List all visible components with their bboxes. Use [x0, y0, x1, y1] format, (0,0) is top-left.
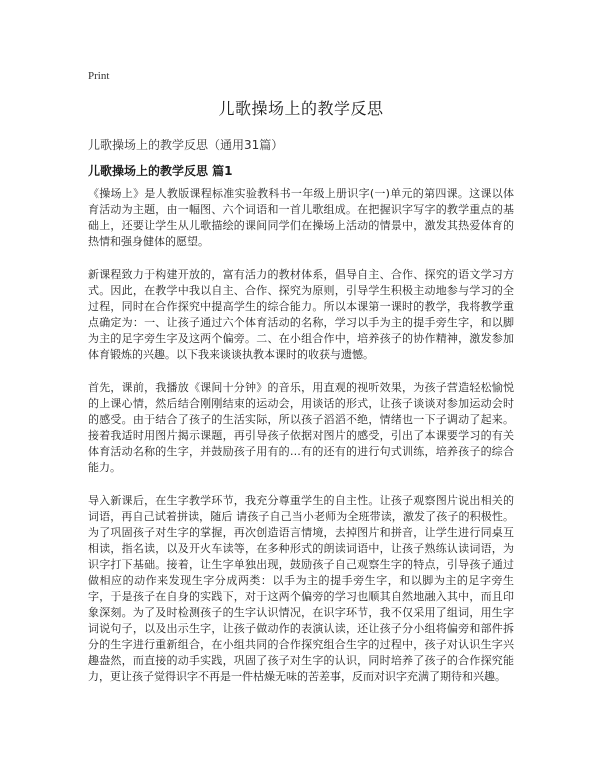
page-title: 儿歌操场上的教学反思	[218, 99, 384, 118]
section-heading: 儿歌操场上的教学反思 篇1	[88, 164, 233, 178]
paragraph-2: 新课程致力于构建开放的，富有活力的教材体系，倡导自主、合作、探究的语文学习方式。因此，在教学中我以自主、合作、探究为原则，引导学生积极主动地参与学习的全过程，同时在合作探究中提高学生的综合能力。所以本课第一课时的教学，我将教学重点确定为：一、让孩子通过六个体育活动的名称，学习以手为主的提手旁生字，和以脚为主的足字旁生字及这两个偏旁。二、在小组合作中，培养孩子的协作精神，激发参加体育锻炼的兴趣。以下我来谈谈执教本课时的收获与遗憾。	[88, 268, 514, 361]
paragraph-1: 《操场上》是人教版课程标准实验教科书一年级上册识字(一)单元的第四课。这课以体育活动为主题，由一幅图、六个词语和一首儿歌组成。在把握识字写字的教学重点的基础上，还要让学生从儿歌描绘的课间同学们在操场上活动的情景中，激发其热爱体育的热情和强身健体的愿望。	[88, 187, 514, 248]
print-link[interactable]: Print	[88, 70, 110, 82]
article-body	[88, 186, 514, 702]
document-subtitle: 儿歌操场上的教学反思（通用31篇）	[88, 138, 284, 152]
paragraph-4: 导入新课后，在生字教学环节，我充分尊重学生的自主性。让孩子观察图片说出相关的词语，再自己试着拼读，随后 请孩子自己当小老师为全班带读，激发了孩子的积极性。为了巩固孩子对生字的掌握，再次创造语言情境，去掉图片和拼音，让学生进行同桌互相读，指名读，以及开火车读等，在多种形式的朗读词语中，让孩子熟练认读词语，为识字打下基础。接着，让生字单独出现，鼓励孩子自己观察生字的特点，引导孩子通过做相应的动作来发现生字分成两类：以手为主的提手旁生字，和以脚为主的足字旁生字，于是孩子在自身的实践下，对于这两个偏旁的学习也顺其自然地融入其中，而且印象深刻。为了及时检测孩子的生字认识情况，在识字环节，我不仅采用了组词，用生字词说句子，以及出示生字，让孩子做动作的表演认读，还让孩子分小组将偏旁和部件拆分的生字进行重新组合，在小组共同的合作探究组合生字的过程中，孩子对认识生字兴趣盎然，而直接的动手实践，巩固了孩子对生字的认识，同时培养了孩子的合作探究能力，更让孩子觉得识字不再是一件枯燥无味的苦差事，反而对识字充满了期待和兴趣。	[88, 494, 514, 683]
paragraph-3: 首先，课前，我播放《课间十分钟》的音乐，用直观的视听效果，为孩子营造轻松愉悦的上课心情，然后结合刚刚结束的运动会，用谈话的形式，让孩子谈谈对参加运动会时的感受。由于结合了孩子的生活实际，所以孩子滔滔不绝，情绪也一下子调动了起来。接着我适时用图片揭示课题，再引导孩子依据对图片的感受，引出了本课要学习的有关体育活动名称的生字，并鼓励孩子用有的…有的还有的进行句式训练，培养孩子的综合能力。	[88, 381, 514, 474]
